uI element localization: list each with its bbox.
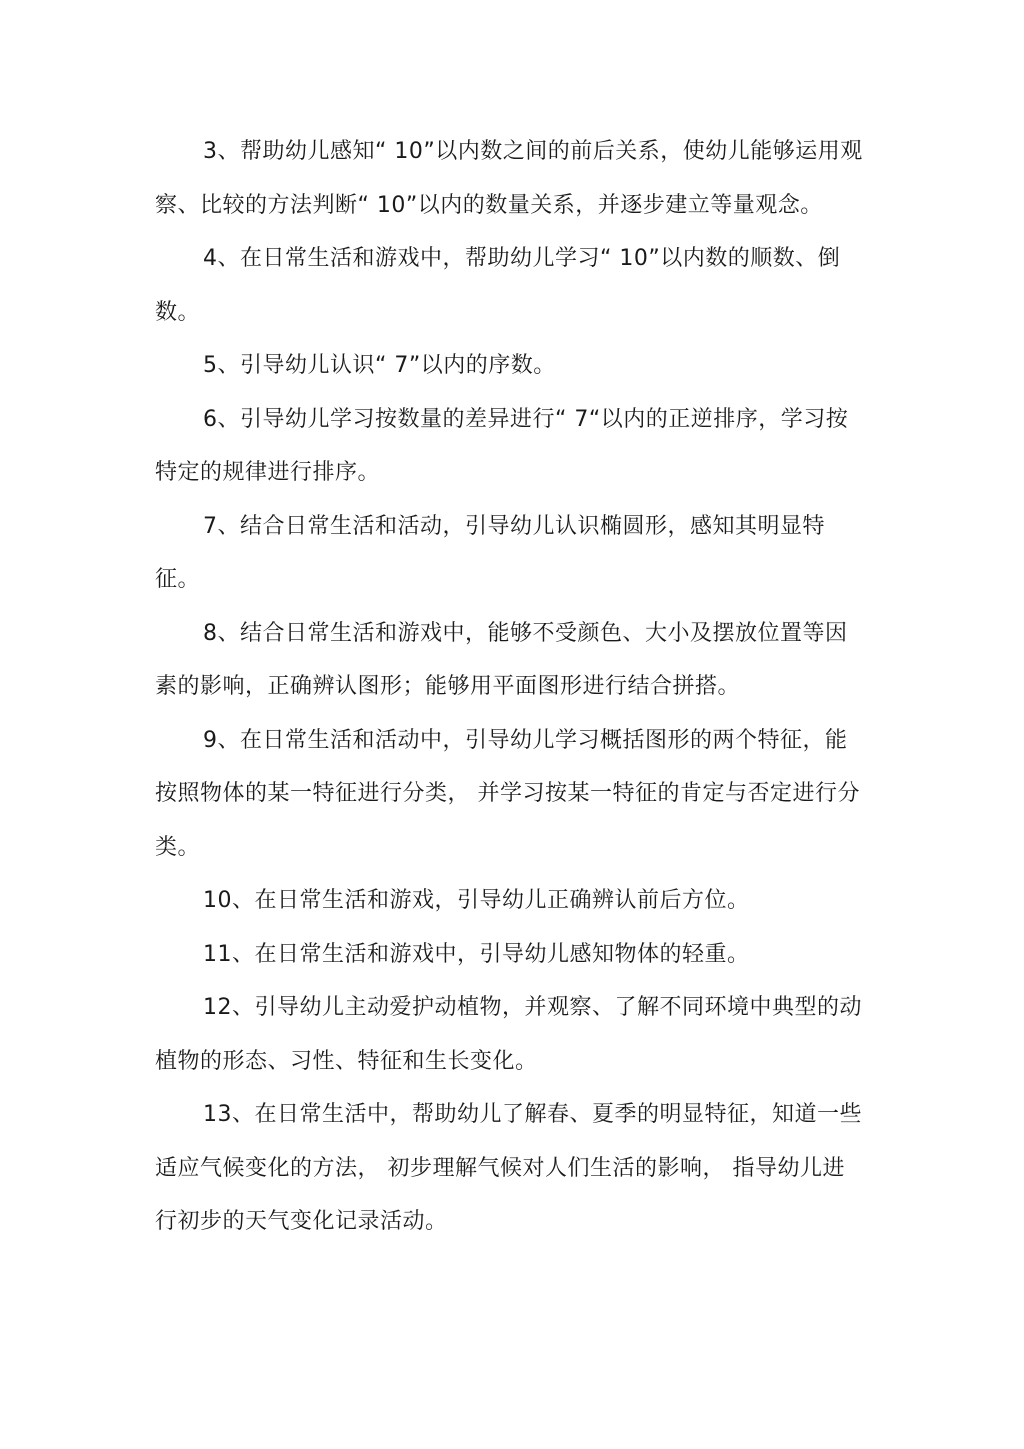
item-number: 4、 <box>203 246 240 271</box>
item-number: 13、 <box>203 1102 255 1127</box>
paragraph-13 <box>155 1088 865 1249</box>
paragraph-11 <box>155 928 865 982</box>
item-number: 6、 <box>203 406 240 432</box>
item-text: 在日常生活和游戏中，引导幼儿感知物体的轻重。 <box>254 941 750 967</box>
paragraph-4 <box>155 232 865 339</box>
item-text: 在日常生活和游戏，引导幼儿正确辨认前后方位。 <box>254 888 750 913</box>
paragraph-7 <box>155 500 865 607</box>
item-number: 7、 <box>203 513 240 539</box>
paragraph-3 <box>155 125 865 232</box>
item-number: 9、 <box>203 727 240 753</box>
item-text: 结合日常生活和游戏中，能够不受颜色、大小及摆放位置等因素的影响，正确辨认图形；能够用平面图形进行结合拼搭。 <box>155 620 848 699</box>
paragraph-9 <box>155 714 865 875</box>
item-text: 引导幼儿认识“ 7”以内的序数。 <box>240 353 556 378</box>
paragraph-6 <box>155 393 865 500</box>
item-text: 在日常生活和活动中，引导幼儿学习概括图形的两个特征，能按照物体的某一特征进行分类， 并学习按某一特征的肯定与否定进行分类。 <box>155 727 860 860</box>
item-text: 在日常生活中，帮助幼儿了解春、夏季的明显特征，知道一些适应气候变化的方法， 初步理解气候对人们生活的影响， 指导幼儿进行初步的天气变化记录活动。 <box>155 1102 863 1234</box>
item-text: 在日常生活和游戏中，帮助幼儿学习“ 10”以内数的顺数、倒数。 <box>155 246 841 325</box>
paragraph-12 <box>155 981 865 1088</box>
item-text: 帮助幼儿感知“ 10”以内数之间的前后关系，使幼儿能够运用观察、比较的方法判断“ 10”以内的数量关系，并逐步建立等量观念。 <box>155 139 863 218</box>
item-number: 5、 <box>203 353 240 378</box>
item-text: 引导幼儿学习按数量的差异进行“ 7“以内的正逆排序，学习按特定的规律进行排序。 <box>155 406 849 485</box>
document-body <box>155 125 865 1249</box>
item-text: 结合日常生活和活动，引导幼儿认识椭圆形，感知其明显特征。 <box>155 513 826 592</box>
item-number: 11、 <box>203 941 255 967</box>
item-number: 3、 <box>203 139 240 164</box>
item-number: 10、 <box>203 888 255 913</box>
paragraph-8 <box>155 607 865 714</box>
item-number: 8、 <box>203 620 240 646</box>
item-number: 12、 <box>203 995 255 1020</box>
item-text: 引导幼儿主动爱护动植物，并观察、了解不同环境中典型的动植物的形态、习性、特征和生长变化。 <box>155 995 863 1074</box>
paragraph-5 <box>155 339 865 393</box>
paragraph-10 <box>155 874 865 928</box>
